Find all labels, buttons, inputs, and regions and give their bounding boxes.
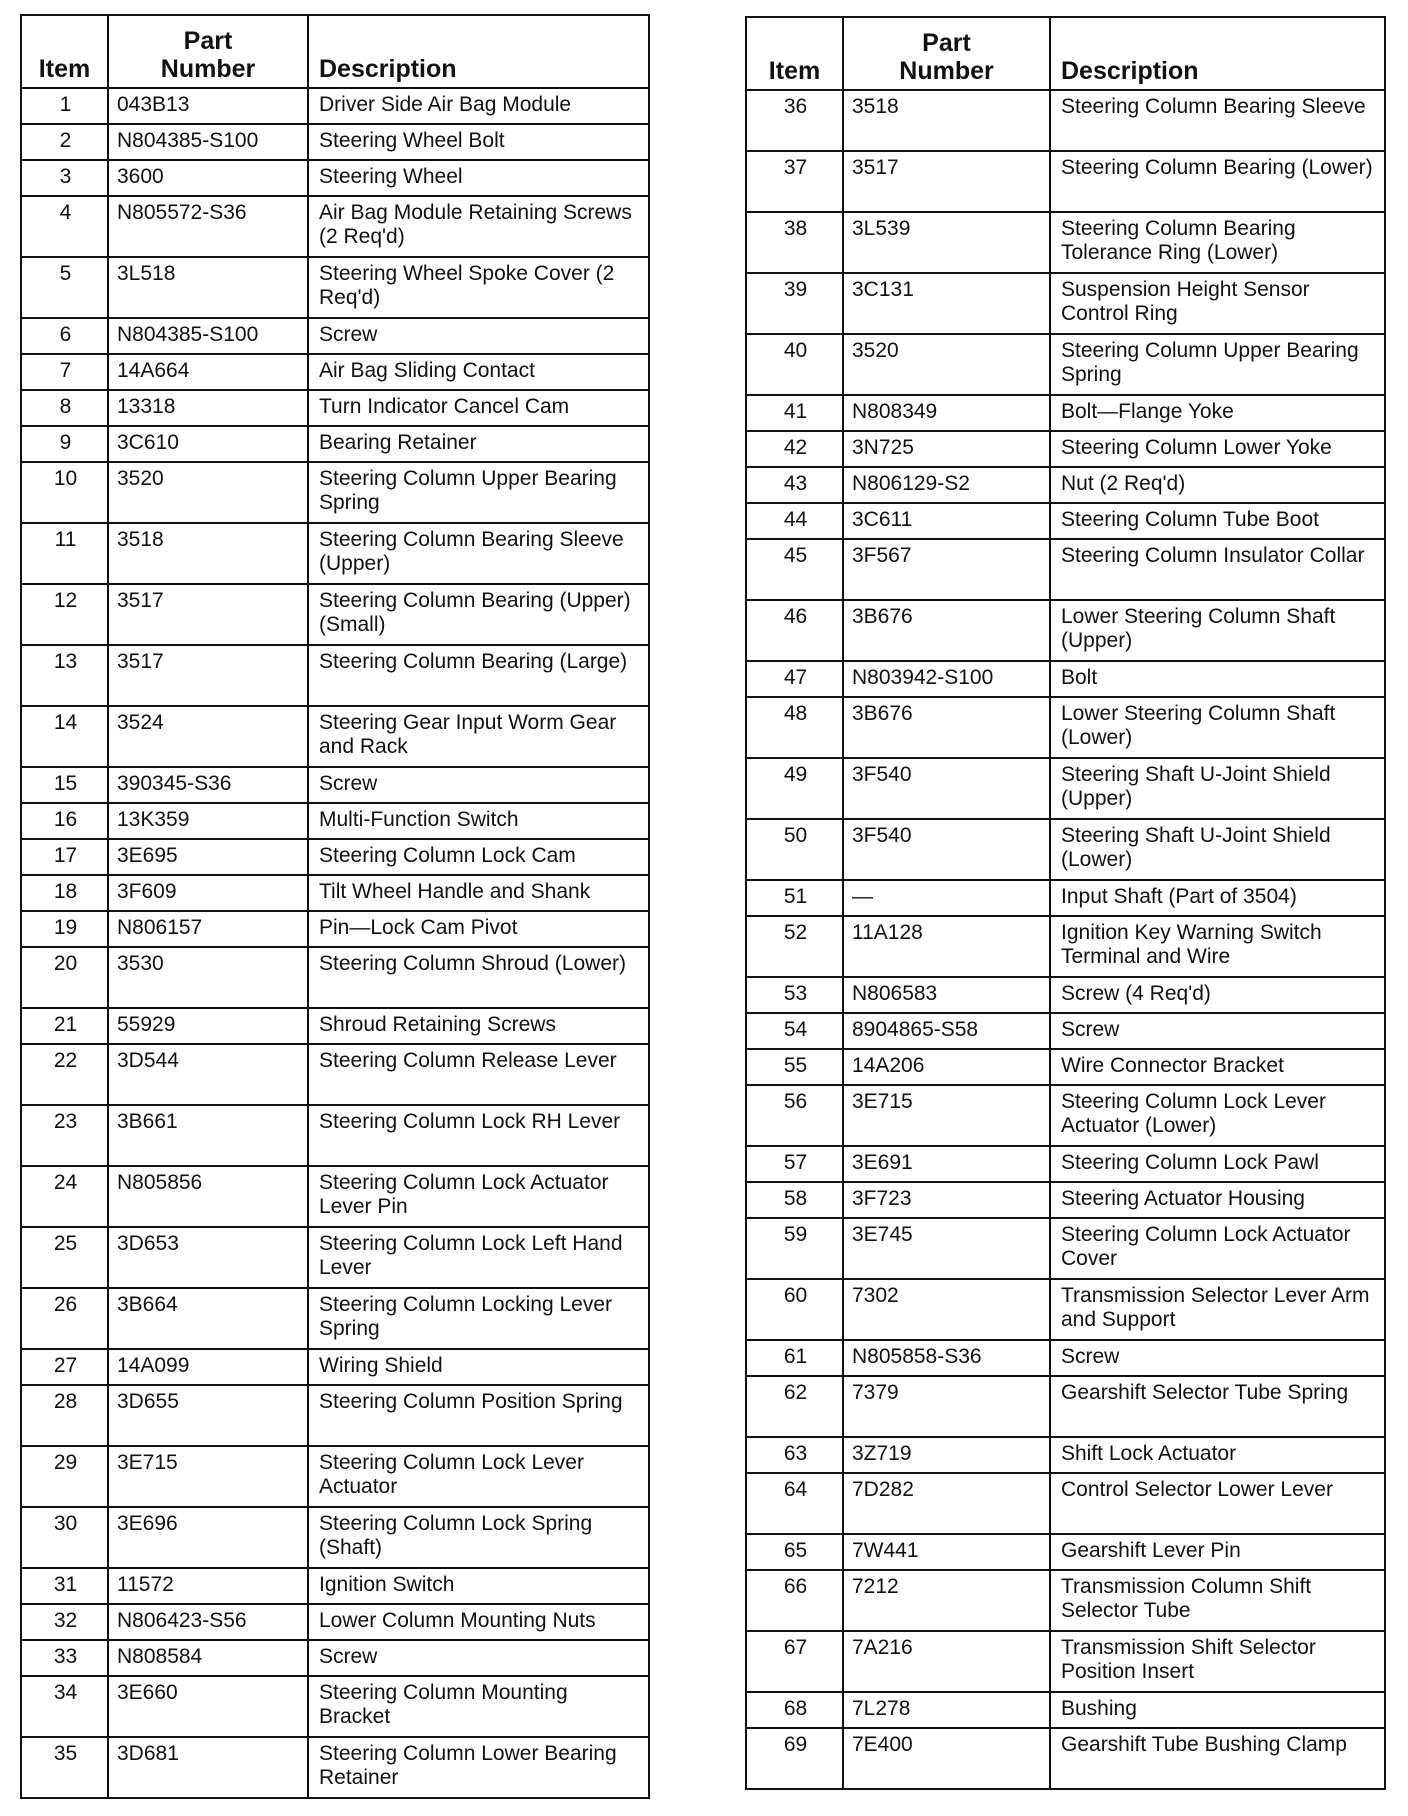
part-number: 55929 [108,1008,308,1044]
table-row [746,1692,1385,1728]
description: Steering Actuator Housing [1050,1182,1385,1218]
parts-table-right-body [746,90,1385,1789]
description: Shift Lock Actuator [1050,1437,1385,1473]
part-number: N808584 [108,1640,308,1676]
table-row [746,1279,1385,1340]
part-number: 3517 [843,151,1050,212]
description: Steering Shaft U-Joint Shield (Lower) [1050,819,1385,880]
item-number: 9 [21,426,108,462]
part-number: 3E695 [108,839,308,875]
part-number: 3524 [108,706,308,767]
item-number: 13 [21,645,108,706]
header-item: Item [21,15,108,88]
part-number: 3F540 [843,758,1050,819]
description: Transmission Column Shift Selector Tube [1050,1570,1385,1631]
header-part-line1: Part [183,27,233,55]
description: Screw [1050,1013,1385,1049]
table-row [746,503,1385,539]
header-description: Description [308,15,649,88]
item-number: 3 [21,160,108,196]
description: Bolt—Flange Yoke [1050,395,1385,431]
part-number: 14A664 [108,354,308,390]
item-number: 10 [21,462,108,523]
part-number: — [843,880,1050,916]
table-row [746,916,1385,977]
description: Air Bag Module Retaining Screws (2 Req'd) [308,196,649,257]
part-number: 3530 [108,947,308,1008]
part-number: 3C611 [843,503,1050,539]
description: Steering Gear Input Worm Gear and Rack [308,706,649,767]
item-number: 50 [746,819,843,880]
description: Steering Wheel Spoke Cover (2 Req'd) [308,257,649,318]
parts-table-left-body [21,88,649,1798]
description: Steering Column Upper Bearing Spring [1050,334,1385,395]
item-number: 25 [21,1227,108,1288]
description: Input Shaft (Part of 3504) [1050,880,1385,916]
description: Gearshift Selector Tube Spring [1050,1376,1385,1437]
part-number: 3F567 [843,539,1050,600]
part-number: 3B664 [108,1288,308,1349]
table-row [21,947,649,1008]
part-number: 3520 [108,462,308,523]
header-part-line1: Part [922,29,971,57]
description: Steering Column Lock Actuator Lever Pin [308,1166,649,1227]
item-number: 29 [21,1446,108,1507]
part-number: 3E691 [843,1146,1050,1182]
item-number: 27 [21,1349,108,1385]
description: Steering Column Lock Pawl [1050,1146,1385,1182]
table-row [746,273,1385,334]
table-row [746,1437,1385,1473]
table-row [746,467,1385,503]
item-number: 2 [21,124,108,160]
part-number: 14A099 [108,1349,308,1385]
table-row [21,1604,649,1640]
description: Steering Column Lock Lever Actuator [308,1446,649,1507]
header-row [746,17,1385,90]
header-part-number [843,17,1050,90]
table-row [746,1631,1385,1692]
table-row [746,600,1385,661]
table-row [21,462,649,523]
table-row [21,1227,649,1288]
item-number: 47 [746,661,843,697]
table-row [746,212,1385,273]
part-number: 3E660 [108,1676,308,1737]
part-number: 3N725 [843,431,1050,467]
description: Steering Column Lock Spring (Shaft) [308,1507,649,1568]
part-number: N804385-S100 [108,124,308,160]
table-row [21,1166,649,1227]
item-number: 20 [21,947,108,1008]
table-row [21,1105,649,1166]
description: Steering Shaft U-Joint Shield (Upper) [1050,758,1385,819]
description: Steering Column Locking Lever Spring [308,1288,649,1349]
description: Steering Column Release Lever [308,1044,649,1105]
item-number: 46 [746,600,843,661]
part-number: 7L278 [843,1692,1050,1728]
item-number: 23 [21,1105,108,1166]
description: Screw [308,767,649,803]
table-row [746,1218,1385,1279]
part-number: 7D282 [843,1473,1050,1534]
item-number: 35 [21,1737,108,1798]
part-number: N806423-S56 [108,1604,308,1640]
table-row [746,395,1385,431]
part-number: 7A216 [843,1631,1050,1692]
table-row [746,880,1385,916]
item-number: 24 [21,1166,108,1227]
description: Steering Column Shroud (Lower) [308,947,649,1008]
table-row [21,1737,649,1798]
parts-table-left [20,14,650,1799]
part-number: N806129-S2 [843,467,1050,503]
part-number: 13K359 [108,803,308,839]
item-number: 58 [746,1182,843,1218]
parts-table-right [745,16,1386,1790]
description: Lower Steering Column Shaft (Upper) [1050,600,1385,661]
item-number: 51 [746,880,843,916]
table-row [21,257,649,318]
item-number: 60 [746,1279,843,1340]
part-number: N805858-S36 [843,1340,1050,1376]
part-number: 3518 [108,523,308,584]
header-part-line2: Number [160,55,256,83]
table-row [746,1049,1385,1085]
description: Steering Column Lower Bearing Retainer [308,1737,649,1798]
part-number: 3F723 [843,1182,1050,1218]
item-number: 12 [21,584,108,645]
description: Steering Column Lock Left Hand Lever [308,1227,649,1288]
header-part-number [108,15,308,88]
description: Transmission Shift Selector Position Insert [1050,1631,1385,1692]
item-number: 56 [746,1085,843,1146]
item-number: 55 [746,1049,843,1085]
part-number: 8904865-S58 [843,1013,1050,1049]
item-number: 63 [746,1437,843,1473]
table-row [21,911,649,947]
part-number: N805572-S36 [108,196,308,257]
item-number: 7 [21,354,108,390]
part-number: N806583 [843,977,1050,1013]
table-row [746,1473,1385,1534]
table-row [21,160,649,196]
table-row [746,697,1385,758]
description: Suspension Height Sensor Control Ring [1050,273,1385,334]
part-number: 7W441 [843,1534,1050,1570]
part-number: 043B13 [108,88,308,124]
description: Transmission Selector Lever Arm and Support [1050,1279,1385,1340]
description: Gearshift Tube Bushing Clamp [1050,1728,1385,1789]
item-number: 34 [21,1676,108,1737]
table-row [21,88,649,124]
item-number: 41 [746,395,843,431]
part-number: 13318 [108,390,308,426]
table-row [21,1385,649,1446]
item-number: 8 [21,390,108,426]
part-number: 3E745 [843,1218,1050,1279]
table-row [746,1182,1385,1218]
description: Steering Column Bearing (Large) [308,645,649,706]
table-row [746,1570,1385,1631]
table-row [21,1008,649,1044]
item-number: 64 [746,1473,843,1534]
description: Steering Column Upper Bearing Spring [308,462,649,523]
part-number: 3B661 [108,1105,308,1166]
description: Steering Column Lock Cam [308,839,649,875]
table-row [746,758,1385,819]
table-row [21,124,649,160]
item-number: 26 [21,1288,108,1349]
header-part-line2: Number [899,57,994,85]
item-number: 30 [21,1507,108,1568]
table-row [21,390,649,426]
description: Steering Column Lock Lever Actuator (Lower) [1050,1085,1385,1146]
item-number: 22 [21,1044,108,1105]
part-number: 3E696 [108,1507,308,1568]
description: Steering Column Lock RH Lever [308,1105,649,1166]
item-number: 66 [746,1570,843,1631]
item-number: 44 [746,503,843,539]
item-number: 69 [746,1728,843,1789]
part-number: 11A128 [843,916,1050,977]
part-number: N803942-S100 [843,661,1050,697]
part-number: 3F540 [843,819,1050,880]
part-number: 3L518 [108,257,308,318]
description: Shroud Retaining Screws [308,1008,649,1044]
part-number: N804385-S100 [108,318,308,354]
table-row [21,1568,649,1604]
part-number: 3F609 [108,875,308,911]
table-row [21,1640,649,1676]
part-number: 14A206 [843,1049,1050,1085]
part-number: 3C610 [108,426,308,462]
item-number: 14 [21,706,108,767]
table-row [21,645,649,706]
table-row [21,196,649,257]
description: Steering Column Bearing (Upper)(Small) [308,584,649,645]
description: Steering Column Position Spring [308,1385,649,1446]
description: Bolt [1050,661,1385,697]
item-number: 19 [21,911,108,947]
description: Turn Indicator Cancel Cam [308,390,649,426]
description: Screw [308,318,649,354]
description: Air Bag Sliding Contact [308,354,649,390]
item-number: 1 [21,88,108,124]
part-number: 7302 [843,1279,1050,1340]
part-number: 3E715 [108,1446,308,1507]
description: Lower Column Mounting Nuts [308,1604,649,1640]
description: Gearshift Lever Pin [1050,1534,1385,1570]
table-row [746,90,1385,151]
item-number: 15 [21,767,108,803]
part-number: 7E400 [843,1728,1050,1789]
part-number: 3E715 [843,1085,1050,1146]
description: Screw (4 Req'd) [1050,977,1385,1013]
description: Bearing Retainer [308,426,649,462]
table-row [746,1146,1385,1182]
part-number: 3D655 [108,1385,308,1446]
description: Nut (2 Req'd) [1050,467,1385,503]
description: Steering Column Bearing Tolerance Ring (Lower) [1050,212,1385,273]
item-number: 49 [746,758,843,819]
part-number: 7379 [843,1376,1050,1437]
table-row [21,1349,649,1385]
table-row [21,584,649,645]
description: Wire Connector Bracket [1050,1049,1385,1085]
table-row [746,431,1385,467]
table-row [746,1534,1385,1570]
part-number: 3517 [108,584,308,645]
item-number: 62 [746,1376,843,1437]
item-number: 67 [746,1631,843,1692]
part-number: 3Z719 [843,1437,1050,1473]
description: Bushing [1050,1692,1385,1728]
part-number: 3520 [843,334,1050,395]
table-row [21,523,649,584]
description: Screw [308,1640,649,1676]
part-number: 11572 [108,1568,308,1604]
table-row [746,819,1385,880]
description: Multi-Function Switch [308,803,649,839]
table-row [746,334,1385,395]
item-number: 39 [746,273,843,334]
item-number: 16 [21,803,108,839]
part-number: 3D681 [108,1737,308,1798]
part-number: 3D653 [108,1227,308,1288]
table-row [746,977,1385,1013]
part-number: N806157 [108,911,308,947]
table-row [21,1676,649,1737]
table-row [21,318,649,354]
table-row [21,354,649,390]
item-number: 17 [21,839,108,875]
header-row [21,15,649,88]
description: Steering Column Bearing Sleeve (Upper) [308,523,649,584]
item-number: 48 [746,697,843,758]
description: Screw [1050,1340,1385,1376]
description: Tilt Wheel Handle and Shank [308,875,649,911]
item-number: 52 [746,916,843,977]
table-row [746,1085,1385,1146]
part-number: N805856 [108,1166,308,1227]
description: Steering Column Tube Boot [1050,503,1385,539]
item-number: 32 [21,1604,108,1640]
table-row [746,661,1385,697]
description: Steering Column Insulator Collar [1050,539,1385,600]
item-number: 59 [746,1218,843,1279]
item-number: 61 [746,1340,843,1376]
table-row [21,839,649,875]
description: Steering Column Mounting Bracket [308,1676,649,1737]
description: Ignition Switch [308,1568,649,1604]
description: Steering Column Lower Yoke [1050,431,1385,467]
table-row [21,1288,649,1349]
table-row [746,1013,1385,1049]
table-row [746,1376,1385,1437]
item-number: 54 [746,1013,843,1049]
part-number: 3518 [843,90,1050,151]
part-number: 3L539 [843,212,1050,273]
item-number: 45 [746,539,843,600]
description: Control Selector Lower Lever [1050,1473,1385,1534]
item-number: 65 [746,1534,843,1570]
table-row [746,151,1385,212]
table-row [21,1044,649,1105]
part-number: 390345-S36 [108,767,308,803]
item-number: 4 [21,196,108,257]
item-number: 37 [746,151,843,212]
table-row [21,426,649,462]
item-number: 68 [746,1692,843,1728]
table-row [21,767,649,803]
description: Ignition Key Warning Switch Terminal and Wire [1050,916,1385,977]
item-number: 21 [21,1008,108,1044]
description: Steering Column Bearing (Lower) [1050,151,1385,212]
part-number: 3C131 [843,273,1050,334]
description: Driver Side Air Bag Module [308,88,649,124]
header-description: Description [1050,17,1385,90]
item-number: 43 [746,467,843,503]
item-number: 36 [746,90,843,151]
description: Steering Column Lock Actuator Cover [1050,1218,1385,1279]
item-number: 57 [746,1146,843,1182]
table-row [21,1507,649,1568]
table-row [746,539,1385,600]
table-row [21,1446,649,1507]
item-number: 53 [746,977,843,1013]
item-number: 40 [746,334,843,395]
description: Pin—Lock Cam Pivot [308,911,649,947]
item-number: 5 [21,257,108,318]
table-row [21,875,649,911]
item-number: 38 [746,212,843,273]
table-row [746,1728,1385,1789]
description: Steering Column Bearing Sleeve [1050,90,1385,151]
part-number: 3B676 [843,697,1050,758]
description: Steering Wheel Bolt [308,124,649,160]
item-number: 18 [21,875,108,911]
part-number: 3517 [108,645,308,706]
item-number: 6 [21,318,108,354]
table-row [21,803,649,839]
header-item: Item [746,17,843,90]
item-number: 42 [746,431,843,467]
item-number: 11 [21,523,108,584]
part-number: 7212 [843,1570,1050,1631]
part-number: 3D544 [108,1044,308,1105]
item-number: 28 [21,1385,108,1446]
part-number: 3600 [108,160,308,196]
description: Lower Steering Column Shaft (Lower) [1050,697,1385,758]
table-row [746,1340,1385,1376]
item-number: 33 [21,1640,108,1676]
description: Steering Wheel [308,160,649,196]
part-number: 3B676 [843,600,1050,661]
item-number: 31 [21,1568,108,1604]
description: Wiring Shield [308,1349,649,1385]
part-number: N808349 [843,395,1050,431]
table-row [21,706,649,767]
